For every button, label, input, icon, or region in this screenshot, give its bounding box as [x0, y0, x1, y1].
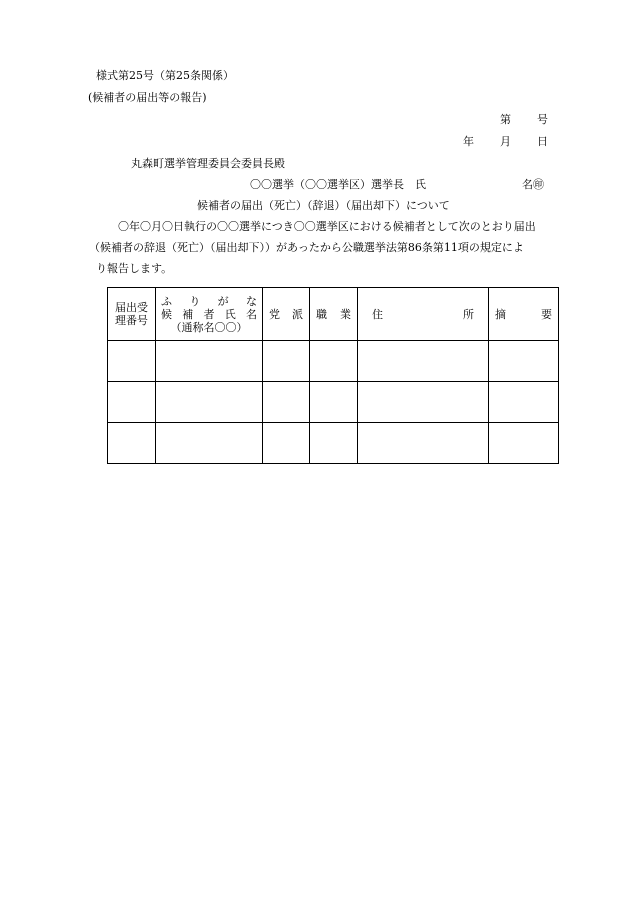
cell-party[interactable]	[263, 423, 310, 464]
sender-title: 〇〇選挙（〇〇選挙区）選挙長 氏	[250, 178, 426, 191]
header-receipt-number	[108, 288, 156, 341]
table-row	[108, 382, 559, 423]
cell-candidate-name[interactable]	[156, 341, 263, 382]
subject: 候補者の届出（死亡）（辞退）（届出却下）について	[197, 199, 450, 212]
header-party: 党 派	[263, 288, 310, 341]
doc-number-go: 号	[537, 113, 548, 126]
header-furigana: ふ り が な	[161, 294, 257, 308]
candidate-table	[107, 287, 559, 464]
cell-remarks[interactable]	[489, 423, 559, 464]
header-name-main: 候 補 者 氏 名	[161, 307, 257, 321]
recipient: 丸森町選挙管理委員会委員長殿	[131, 157, 285, 170]
doc-number-dai: 第	[500, 113, 511, 126]
header-remarks: 摘 要	[489, 288, 559, 341]
cell-remarks[interactable]	[489, 341, 559, 382]
report-body	[89, 216, 576, 279]
header-candidate-name	[156, 288, 263, 341]
header-receipt-l2: 理番号	[115, 314, 148, 327]
cell-candidate-name[interactable]	[156, 382, 263, 423]
date-year: 年	[463, 135, 474, 148]
body-line-1: 〇年〇月〇日執行の〇〇選挙につき〇〇選挙区における候補者として次のとおり届出	[118, 220, 536, 233]
header-receipt-l1: 届出受	[115, 301, 148, 314]
date-month: 月	[500, 135, 511, 148]
body-line-3: り報告します。	[96, 262, 173, 275]
table-row	[108, 341, 559, 382]
table-header-row	[108, 288, 559, 341]
header-alias: （通称名〇〇）	[170, 320, 248, 334]
header-address: 住 所	[358, 288, 489, 341]
date-day: 日	[537, 135, 548, 148]
cell-occupation[interactable]	[310, 341, 358, 382]
cell-address[interactable]	[358, 423, 489, 464]
cell-candidate-name[interactable]	[156, 423, 263, 464]
cell-occupation[interactable]	[310, 382, 358, 423]
cell-party[interactable]	[263, 382, 310, 423]
cell-remarks[interactable]	[489, 382, 559, 423]
form-number: 様式第25号（第25条関係）	[96, 69, 234, 82]
table-row	[108, 423, 559, 464]
form-title: (候補者の届出等の報告)	[88, 91, 207, 104]
cell-address[interactable]	[358, 341, 489, 382]
cell-receipt-number[interactable]	[108, 423, 156, 464]
header-occupation: 職 業	[310, 288, 358, 341]
sender-seal: 名㊞	[522, 178, 544, 191]
cell-occupation[interactable]	[310, 423, 358, 464]
body-line-2: （候補者の辞退（死亡）（届出却下））があったから公職選挙法第86条第11項の規定によ	[89, 241, 524, 254]
cell-receipt-number[interactable]	[108, 382, 156, 423]
cell-receipt-number[interactable]	[108, 341, 156, 382]
cell-address[interactable]	[358, 382, 489, 423]
cell-party[interactable]	[263, 341, 310, 382]
